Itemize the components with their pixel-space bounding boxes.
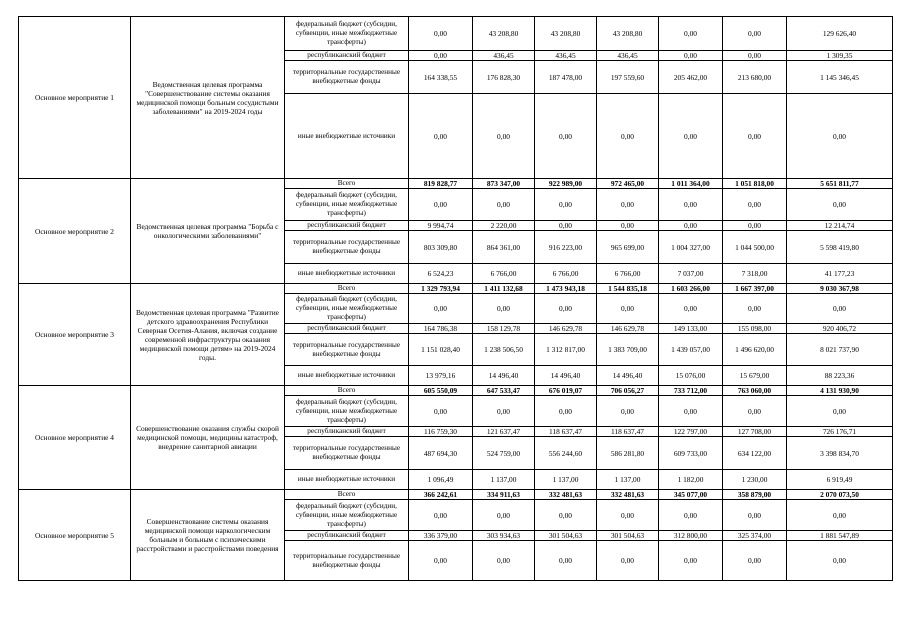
value-cell: 334 911,63 <box>473 490 535 500</box>
row-total-cell: 920 406,72 <box>787 324 893 334</box>
value-cell: 0,00 <box>597 189 659 221</box>
program-name-cell: Ведомственная целевая программа "Совершенствование системы оказания медицинской помощи больным сосудистыми заболеваниями" на 2019-2024 годы <box>131 17 285 179</box>
program-name-cell: Совершенствование оказания службы скорой медицинской помощи, медицины катастроф, внедрение санитарной авиации <box>131 386 285 490</box>
value-cell: 819 828,77 <box>409 179 473 189</box>
value-cell: 0,00 <box>659 189 723 221</box>
budget-document <box>18 16 892 581</box>
value-cell: 0,00 <box>473 94 535 179</box>
value-cell: 146 629,78 <box>535 324 597 334</box>
event-name-cell: Основное мероприятие 5 <box>19 490 131 581</box>
value-cell: 15 076,00 <box>659 366 723 386</box>
value-cell: 556 244,60 <box>535 437 597 470</box>
value-cell: 1 383 709,00 <box>597 334 659 366</box>
event-name-cell: Основное мероприятие 4 <box>19 386 131 490</box>
value-cell: 0,00 <box>659 17 723 51</box>
value-cell: 43 208,80 <box>473 17 535 51</box>
value-cell: 972 465,00 <box>597 179 659 189</box>
value-cell: 116 759,30 <box>409 427 473 437</box>
value-cell: 864 361,00 <box>473 231 535 264</box>
row-total-cell: 1 881 547,89 <box>787 531 893 541</box>
value-cell: 1 238 506,50 <box>473 334 535 366</box>
funding-source-cell: иные внебюджетные источники <box>285 470 409 490</box>
value-cell: 1 051 818,00 <box>723 179 787 189</box>
value-cell: 0,00 <box>473 189 535 221</box>
value-cell: 325 374,00 <box>723 531 787 541</box>
row-total-cell: 2 070 073,50 <box>787 490 893 500</box>
value-cell: 197 559,60 <box>597 61 659 94</box>
value-cell: 332 481,63 <box>597 490 659 500</box>
event-name-cell: Основное мероприятие 2 <box>19 179 131 284</box>
value-cell: 149 133,00 <box>659 324 723 334</box>
value-cell: 1 137,00 <box>535 470 597 490</box>
row-total-cell: 726 176,71 <box>787 427 893 437</box>
value-cell: 7 318,00 <box>723 264 787 284</box>
value-cell: 301 504,63 <box>597 531 659 541</box>
value-cell: 1 329 793,94 <box>409 284 473 294</box>
value-cell: 0,00 <box>659 541 723 581</box>
value-cell: 0,00 <box>723 17 787 51</box>
funding-source-cell: республиканский бюджет <box>285 324 409 334</box>
value-cell: 301 504,63 <box>535 531 597 541</box>
funding-source-cell: территориальные государственные внебюджетные фонды <box>285 437 409 470</box>
program-name-cell: Совершенствование системы оказания медицинской помощи наркологическим больным и больным с психическими расстройствами и расстройствами поведения <box>131 490 285 581</box>
value-cell: 158 129,78 <box>473 324 535 334</box>
value-cell: 1 439 057,00 <box>659 334 723 366</box>
value-cell: 213 680,00 <box>723 61 787 94</box>
value-cell: 6 766,00 <box>535 264 597 284</box>
row-total-cell: 9 030 367,98 <box>787 284 893 294</box>
value-cell: 0,00 <box>535 500 597 531</box>
value-cell: 733 712,00 <box>659 386 723 396</box>
funding-source-cell: республиканский бюджет <box>285 51 409 61</box>
value-cell: 164 338,55 <box>409 61 473 94</box>
value-cell: 2 220,00 <box>473 221 535 231</box>
value-cell: 0,00 <box>723 541 787 581</box>
value-cell: 0,00 <box>473 541 535 581</box>
value-cell: 7 037,00 <box>659 264 723 284</box>
row-total-cell: 0,00 <box>787 294 893 324</box>
value-cell: 0,00 <box>409 541 473 581</box>
value-cell: 0,00 <box>409 17 473 51</box>
total-row <box>19 490 893 500</box>
value-cell: 336 379,00 <box>409 531 473 541</box>
value-cell: 176 828,30 <box>473 61 535 94</box>
value-cell: 1 011 364,00 <box>659 179 723 189</box>
value-cell: 205 462,00 <box>659 61 723 94</box>
value-cell: 1 230,00 <box>723 470 787 490</box>
value-cell: 916 223,00 <box>535 231 597 264</box>
row-total-cell: 4 131 930,90 <box>787 386 893 396</box>
value-cell: 647 533,47 <box>473 386 535 396</box>
row-total-cell: 0,00 <box>787 189 893 221</box>
value-cell: 0,00 <box>409 51 473 61</box>
value-cell: 0,00 <box>409 189 473 221</box>
value-cell: 965 699,00 <box>597 231 659 264</box>
value-cell: 0,00 <box>659 94 723 179</box>
value-cell: 873 347,00 <box>473 179 535 189</box>
value-cell: 0,00 <box>535 396 597 427</box>
value-cell: 0,00 <box>723 94 787 179</box>
value-cell: 0,00 <box>535 221 597 231</box>
value-cell: 0,00 <box>597 541 659 581</box>
value-cell: 1 496 620,00 <box>723 334 787 366</box>
value-cell: 1 667 397,00 <box>723 284 787 294</box>
funding-source-cell: иные внебюджетные источники <box>285 264 409 284</box>
value-cell: 6 766,00 <box>597 264 659 284</box>
value-cell: 0,00 <box>723 500 787 531</box>
value-cell: 0,00 <box>723 396 787 427</box>
funding-source-cell: федеральный бюджет (субсидии, субвенции, иные межбюджетные трансферты) <box>285 500 409 531</box>
row-total-cell: 1 145 346,45 <box>787 61 893 94</box>
value-cell: 366 242,61 <box>409 490 473 500</box>
value-cell: 0,00 <box>723 189 787 221</box>
value-cell: 0,00 <box>723 221 787 231</box>
total-row <box>19 386 893 396</box>
value-cell: 127 708,00 <box>723 427 787 437</box>
value-cell: 358 879,00 <box>723 490 787 500</box>
value-cell: 0,00 <box>409 500 473 531</box>
row-total-cell: 0,00 <box>787 396 893 427</box>
value-cell: 436,45 <box>597 51 659 61</box>
value-cell: 15 679,00 <box>723 366 787 386</box>
value-cell: 524 759,00 <box>473 437 535 470</box>
value-cell: 0,00 <box>659 221 723 231</box>
row-total-cell: 8 021 737,90 <box>787 334 893 366</box>
row-total-cell: 5 651 811,77 <box>787 179 893 189</box>
value-cell: 312 800,00 <box>659 531 723 541</box>
value-cell: 6 524,23 <box>409 264 473 284</box>
row-total-cell: 5 598 419,80 <box>787 231 893 264</box>
row-total-cell: 0,00 <box>787 541 893 581</box>
value-cell: 706 056,27 <box>597 386 659 396</box>
value-cell: 121 637,47 <box>473 427 535 437</box>
value-cell: 0,00 <box>659 51 723 61</box>
row-total-cell: 129 626,40 <box>787 17 893 51</box>
value-cell: 13 979,16 <box>409 366 473 386</box>
funding-source-cell: иные внебюджетные источники <box>285 366 409 386</box>
funding-source-cell: территориальные государственные внебюджетные фонды <box>285 61 409 94</box>
funding-source-cell: республиканский бюджет <box>285 427 409 437</box>
funding-source-cell: территориальные государственные внебюджетные фонды <box>285 334 409 366</box>
funding-source-cell: федеральный бюджет (субсидии, субвенции, иные межбюджетные трансферты) <box>285 396 409 427</box>
budget-table <box>18 16 893 581</box>
value-cell: 1 004 327,00 <box>659 231 723 264</box>
event-name-cell: Основное мероприятие 1 <box>19 17 131 179</box>
value-cell: 634 122,00 <box>723 437 787 470</box>
funding-source-cell: федеральный бюджет (субсидии, субвенции, иные межбюджетные трансферты) <box>285 189 409 221</box>
value-cell: 436,45 <box>473 51 535 61</box>
value-cell: 43 208,80 <box>597 17 659 51</box>
funding-source-cell: республиканский бюджет <box>285 531 409 541</box>
value-cell: 763 060,00 <box>723 386 787 396</box>
value-cell: 1 544 835,18 <box>597 284 659 294</box>
table-row <box>19 17 893 51</box>
funding-source-cell: иные внебюджетные источники <box>285 94 409 179</box>
value-cell: 345 077,00 <box>659 490 723 500</box>
value-cell: 1 473 943,18 <box>535 284 597 294</box>
value-cell: 6 766,00 <box>473 264 535 284</box>
value-cell: 146 629,78 <box>597 324 659 334</box>
row-total-cell: 0,00 <box>787 94 893 179</box>
program-name-cell: Ведомственная целевая программа "Борьба с онкологическими заболеваниями" <box>131 179 285 284</box>
row-total-cell: 41 177,23 <box>787 264 893 284</box>
value-cell: 122 797,00 <box>659 427 723 437</box>
total-row <box>19 284 893 294</box>
value-cell: 14 496,40 <box>535 366 597 386</box>
value-cell: 0,00 <box>723 51 787 61</box>
program-name-cell: Ведомственная целевая программа "Развитие детского здравоохранения Республики Северная Осетия-Алания, включая создание современной инфраструктуры оказания медицинской помощи детям» на 2019-2024 годы. <box>131 284 285 386</box>
value-cell: 0,00 <box>535 189 597 221</box>
value-cell: 0,00 <box>535 294 597 324</box>
value-cell: 0,00 <box>597 221 659 231</box>
value-cell: 332 481,63 <box>535 490 597 500</box>
value-cell: 9 994,74 <box>409 221 473 231</box>
value-cell: 1 312 817,00 <box>535 334 597 366</box>
value-cell: 14 496,40 <box>473 366 535 386</box>
value-cell: 0,00 <box>473 294 535 324</box>
value-cell: 155 098,00 <box>723 324 787 334</box>
total-label-cell: Всего <box>285 284 409 294</box>
value-cell: 676 019,07 <box>535 386 597 396</box>
value-cell: 0,00 <box>597 94 659 179</box>
value-cell: 1 411 132,68 <box>473 284 535 294</box>
value-cell: 1 044 500,00 <box>723 231 787 264</box>
row-total-cell: 6 919,49 <box>787 470 893 490</box>
value-cell: 0,00 <box>473 500 535 531</box>
funding-source-cell: республиканский бюджет <box>285 221 409 231</box>
value-cell: 0,00 <box>409 294 473 324</box>
funding-source-cell: федеральный бюджет (субсидии, субвенции, иные межбюджетные трансферты) <box>285 17 409 51</box>
value-cell: 0,00 <box>409 94 473 179</box>
value-cell: 1 151 028,40 <box>409 334 473 366</box>
value-cell: 0,00 <box>535 541 597 581</box>
total-row <box>19 179 893 189</box>
value-cell: 118 637,47 <box>535 427 597 437</box>
value-cell: 0,00 <box>473 396 535 427</box>
value-cell: 1 182,00 <box>659 470 723 490</box>
value-cell: 187 478,00 <box>535 61 597 94</box>
value-cell: 0,00 <box>597 294 659 324</box>
value-cell: 0,00 <box>597 500 659 531</box>
value-cell: 1 137,00 <box>473 470 535 490</box>
row-total-cell: 0,00 <box>787 500 893 531</box>
value-cell: 14 496,40 <box>597 366 659 386</box>
value-cell: 0,00 <box>659 500 723 531</box>
value-cell: 118 637,47 <box>597 427 659 437</box>
value-cell: 0,00 <box>659 294 723 324</box>
value-cell: 0,00 <box>723 294 787 324</box>
value-cell: 605 550,09 <box>409 386 473 396</box>
value-cell: 0,00 <box>409 396 473 427</box>
total-label-cell: Всего <box>285 386 409 396</box>
row-total-cell: 12 214,74 <box>787 221 893 231</box>
value-cell: 1 096,49 <box>409 470 473 490</box>
row-total-cell: 88 223,36 <box>787 366 893 386</box>
value-cell: 609 733,00 <box>659 437 723 470</box>
funding-source-cell: федеральный бюджет (субсидии, субвенции, иные межбюджетные трансферты) <box>285 294 409 324</box>
value-cell: 0,00 <box>535 94 597 179</box>
value-cell: 0,00 <box>597 396 659 427</box>
total-label-cell: Всего <box>285 490 409 500</box>
row-total-cell: 3 398 834,70 <box>787 437 893 470</box>
value-cell: 487 694,30 <box>409 437 473 470</box>
value-cell: 586 281,80 <box>597 437 659 470</box>
value-cell: 436,45 <box>535 51 597 61</box>
value-cell: 303 934,63 <box>473 531 535 541</box>
funding-source-cell: территориальные государственные внебюджетные фонды <box>285 541 409 581</box>
value-cell: 164 786,38 <box>409 324 473 334</box>
event-name-cell: Основное мероприятие 3 <box>19 284 131 386</box>
value-cell: 922 989,00 <box>535 179 597 189</box>
value-cell: 1 603 266,00 <box>659 284 723 294</box>
row-total-cell: 1 309,35 <box>787 51 893 61</box>
value-cell: 803 309,80 <box>409 231 473 264</box>
funding-source-cell: территориальные государственные внебюджетные фонды <box>285 231 409 264</box>
total-label-cell: Всего <box>285 179 409 189</box>
value-cell: 1 137,00 <box>597 470 659 490</box>
value-cell: 0,00 <box>659 396 723 427</box>
budget-table-body <box>19 17 893 581</box>
value-cell: 43 208,80 <box>535 17 597 51</box>
